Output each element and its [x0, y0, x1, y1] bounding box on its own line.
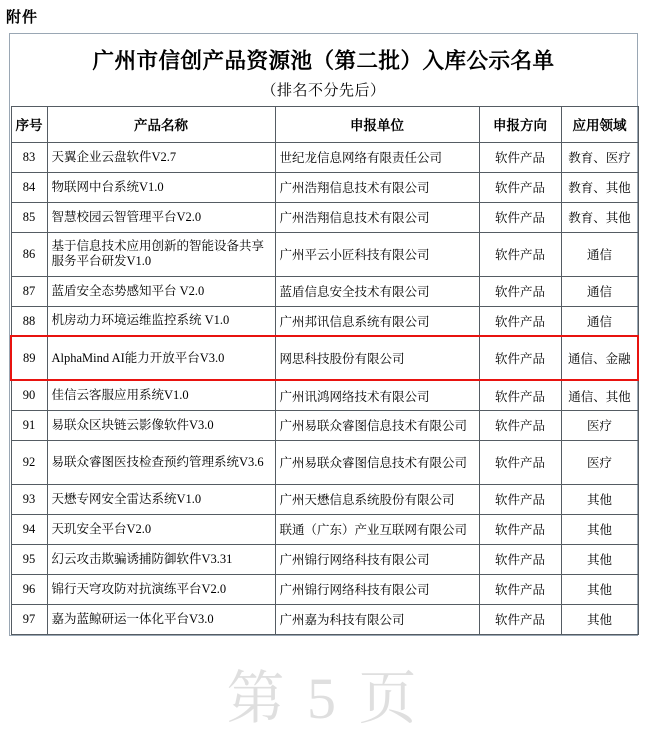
cell-unit: 广州浩翔信息技术有限公司: [275, 202, 479, 232]
cell-area: 医疗: [561, 440, 638, 484]
table-row: [11, 380, 638, 410]
column-header-unit: 申报单位: [275, 106, 479, 142]
cell-unit: 世纪龙信息网络有限责任公司: [275, 142, 479, 172]
column-header-direction: 申报方向: [479, 106, 561, 142]
table-row: [11, 306, 638, 336]
cell-area: 医疗: [561, 410, 638, 440]
cell-product: 天懋专网安全雷达系统V1.0: [47, 484, 275, 514]
attachment-label: 附件: [6, 9, 39, 26]
cell-unit: 蓝盾信息安全技术有限公司: [275, 276, 479, 306]
cell-product: 幻云攻击欺骗诱捕防御软件V3.31: [47, 544, 275, 574]
cell-unit: 广州锦行网络科技有限公司: [275, 544, 479, 574]
cell-product: 佳信云客服应用系统V1.0: [47, 380, 275, 410]
cell-area: 其他: [561, 544, 638, 574]
cell-direction: 软件产品: [479, 484, 561, 514]
table-row: [11, 172, 638, 202]
cell-unit: 广州易联众睿图信息技术有限公司: [275, 410, 479, 440]
cell-index: 86: [11, 232, 47, 276]
cell-index: 93: [11, 484, 47, 514]
cell-unit: 广州浩翔信息技术有限公司: [275, 172, 479, 202]
cell-index: 95: [11, 544, 47, 574]
cell-direction: 软件产品: [479, 410, 561, 440]
cell-area: 通信: [561, 276, 638, 306]
cell-index: 94: [11, 514, 47, 544]
cell-product: 机房动力环境运维监控系统 V1.0: [47, 306, 275, 336]
cell-area: 通信、金融: [561, 336, 638, 380]
cell-area: 其他: [561, 484, 638, 514]
cell-product: 易联众区块链云影像软件V3.0: [47, 410, 275, 440]
cell-unit: 广州平云小匠科技有限公司: [275, 232, 479, 276]
cell-index: 90: [11, 380, 47, 410]
table-head: [11, 106, 638, 142]
cell-product: 智慧校园云智管理平台V2.0: [47, 202, 275, 232]
table-header-row: [11, 106, 638, 142]
cell-direction: 软件产品: [479, 232, 561, 276]
cell-product: 易联众睿图医技检查预约管理系统V3.6: [47, 440, 275, 484]
cell-area: 其他: [561, 574, 638, 604]
cell-direction: 软件产品: [479, 604, 561, 634]
cell-area: 通信、其他: [561, 380, 638, 410]
cell-direction: 软件产品: [479, 440, 561, 484]
table-row: [11, 604, 638, 634]
cell-direction: 软件产品: [479, 544, 561, 574]
column-header-index: 序号: [11, 106, 47, 142]
cell-direction: 软件产品: [479, 336, 561, 380]
cell-unit: 广州易联众睿图信息技术有限公司: [275, 440, 479, 484]
cell-area: 通信: [561, 232, 638, 276]
cell-area: 其他: [561, 604, 638, 634]
cell-direction: 软件产品: [479, 306, 561, 336]
cell-index: 87: [11, 276, 47, 306]
cell-direction: 软件产品: [479, 380, 561, 410]
cell-product: 基于信息技术应用创新的智能设备共享服务平台研发V1.0: [47, 232, 275, 276]
cell-unit: 广州锦行网络科技有限公司: [275, 574, 479, 604]
cell-index: 84: [11, 172, 47, 202]
column-header-area: 应用领域: [561, 106, 638, 142]
cell-product: AlphaMind AI能力开放平台V3.0: [47, 336, 275, 380]
cell-index: 83: [11, 142, 47, 172]
table-row: [11, 202, 638, 232]
table-row: [11, 336, 638, 380]
table-row: [11, 440, 638, 484]
cell-product: 物联网中台系统V1.0: [47, 172, 275, 202]
table-row: [11, 410, 638, 440]
cell-direction: 软件产品: [479, 514, 561, 544]
cell-index: 88: [11, 306, 47, 336]
product-table: [10, 106, 639, 635]
cell-unit: 广州嘉为科技有限公司: [275, 604, 479, 634]
cell-direction: 软件产品: [479, 276, 561, 306]
cell-direction: 软件产品: [479, 142, 561, 172]
cell-area: 教育、其他: [561, 172, 638, 202]
table-row: [11, 514, 638, 544]
cell-unit: 广州讯鸿网络技术有限公司: [275, 380, 479, 410]
cell-index: 85: [11, 202, 47, 232]
cell-direction: 软件产品: [479, 202, 561, 232]
table-row: [11, 276, 638, 306]
table-row: [11, 232, 638, 276]
page-title: 广州市信创产品资源池（第二批）入库公示名单: [92, 49, 555, 73]
cell-area: 教育、其他: [561, 202, 638, 232]
page-watermark: 第 5 页: [226, 666, 421, 731]
cell-direction: 软件产品: [479, 574, 561, 604]
page-subtitle: （排名不分先后）: [261, 82, 386, 99]
cell-index: 91: [11, 410, 47, 440]
cell-area: 教育、医疗: [561, 142, 638, 172]
table-row: [11, 484, 638, 514]
title-block: [10, 34, 637, 106]
table-row: [11, 142, 638, 172]
cell-unit: 广州邦讯信息系统有限公司: [275, 306, 479, 336]
cell-index: 96: [11, 574, 47, 604]
cell-product: 蓝盾安全态势感知平台 V2.0: [47, 276, 275, 306]
cell-product: 锦行天穹攻防对抗演练平台V2.0: [47, 574, 275, 604]
cell-area: 其他: [561, 514, 638, 544]
table-body: [11, 142, 638, 634]
cell-unit: 广州天懋信息系统股份有限公司: [275, 484, 479, 514]
cell-index: 89: [11, 336, 47, 380]
table-row: [11, 574, 638, 604]
cell-index: 92: [11, 440, 47, 484]
cell-unit: 联通（广东）产业互联网有限公司: [275, 514, 479, 544]
cell-area: 通信: [561, 306, 638, 336]
cell-direction: 软件产品: [479, 172, 561, 202]
cell-index: 97: [11, 604, 47, 634]
cell-product: 嘉为蓝鲸研运一体化平台V3.0: [47, 604, 275, 634]
cell-unit: 网思科技股份有限公司: [275, 336, 479, 380]
cell-product: 天翼企业云盘软件V2.7: [47, 142, 275, 172]
cell-product: 天玑安全平台V2.0: [47, 514, 275, 544]
column-header-product: 产品名称: [47, 106, 275, 142]
table-row: [11, 544, 638, 574]
document-frame: [9, 33, 638, 636]
